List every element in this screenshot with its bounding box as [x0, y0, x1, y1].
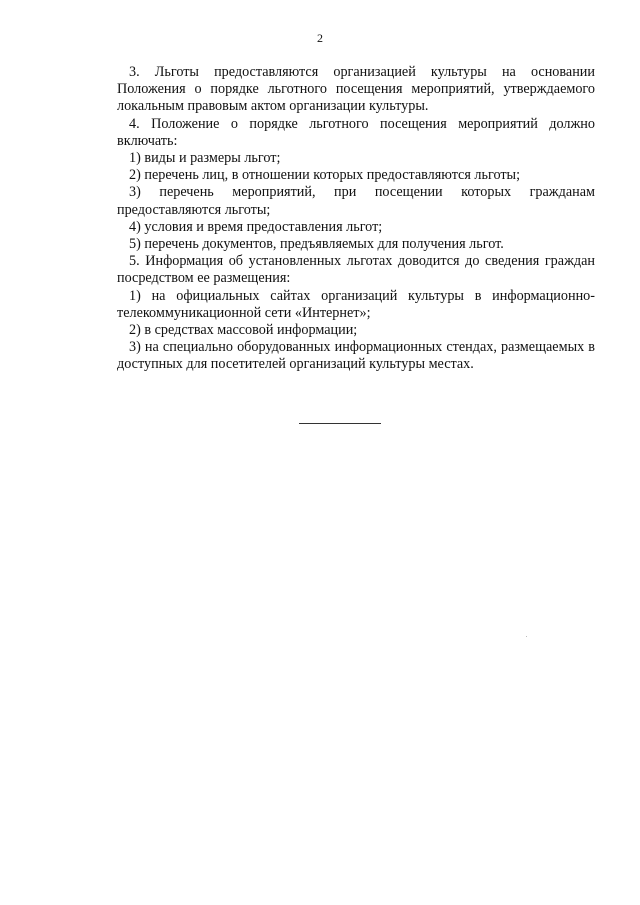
- page-number: 2: [317, 31, 323, 45]
- end-separator-line: [299, 423, 381, 424]
- list-item-4-4: 4) условия и время предоставления льгот;: [129, 218, 383, 235]
- list-item-4-3: 3) перечень мероприятий, при посещении которых гражданам предоставляются льготы;: [117, 184, 595, 218]
- paragraph-4: 4. Положение о порядке льготного посещения мероприятий должно включать:: [117, 115, 595, 149]
- document-body: [117, 64, 595, 374]
- list-item-4-2: 2) перечень лиц, в отношении которых предоставляются льготы;: [129, 167, 521, 184]
- list-item-5-3: 3) на специально оборудованных информационных стендах, размещаемых в доступных для посетителей организаций культуры местах.: [117, 339, 595, 373]
- list-item-5-2: 2) в средствах массовой информации;: [129, 322, 358, 339]
- paragraph-3: 3. Льготы предоставляются организацией культуры на основании Положения о порядке льготного посещения мероприятий, утверждаемого локальным правовым актом организации культуры.: [117, 64, 595, 115]
- list-item-5-1: 1) на официальных сайтах организаций культуры в информационно-телекоммуникационной сети «Интернет»;: [117, 287, 595, 321]
- paragraph-5: 5. Информация об установленных льготах доводится до сведения граждан посредством ее размещения:: [117, 253, 595, 287]
- list-item-4-1: 1) виды и размеры льгот;: [129, 150, 281, 167]
- list-item-4-5: 5) перечень документов, предъявляемых для получения льгот.: [129, 236, 504, 253]
- scan-speck: [526, 636, 527, 637]
